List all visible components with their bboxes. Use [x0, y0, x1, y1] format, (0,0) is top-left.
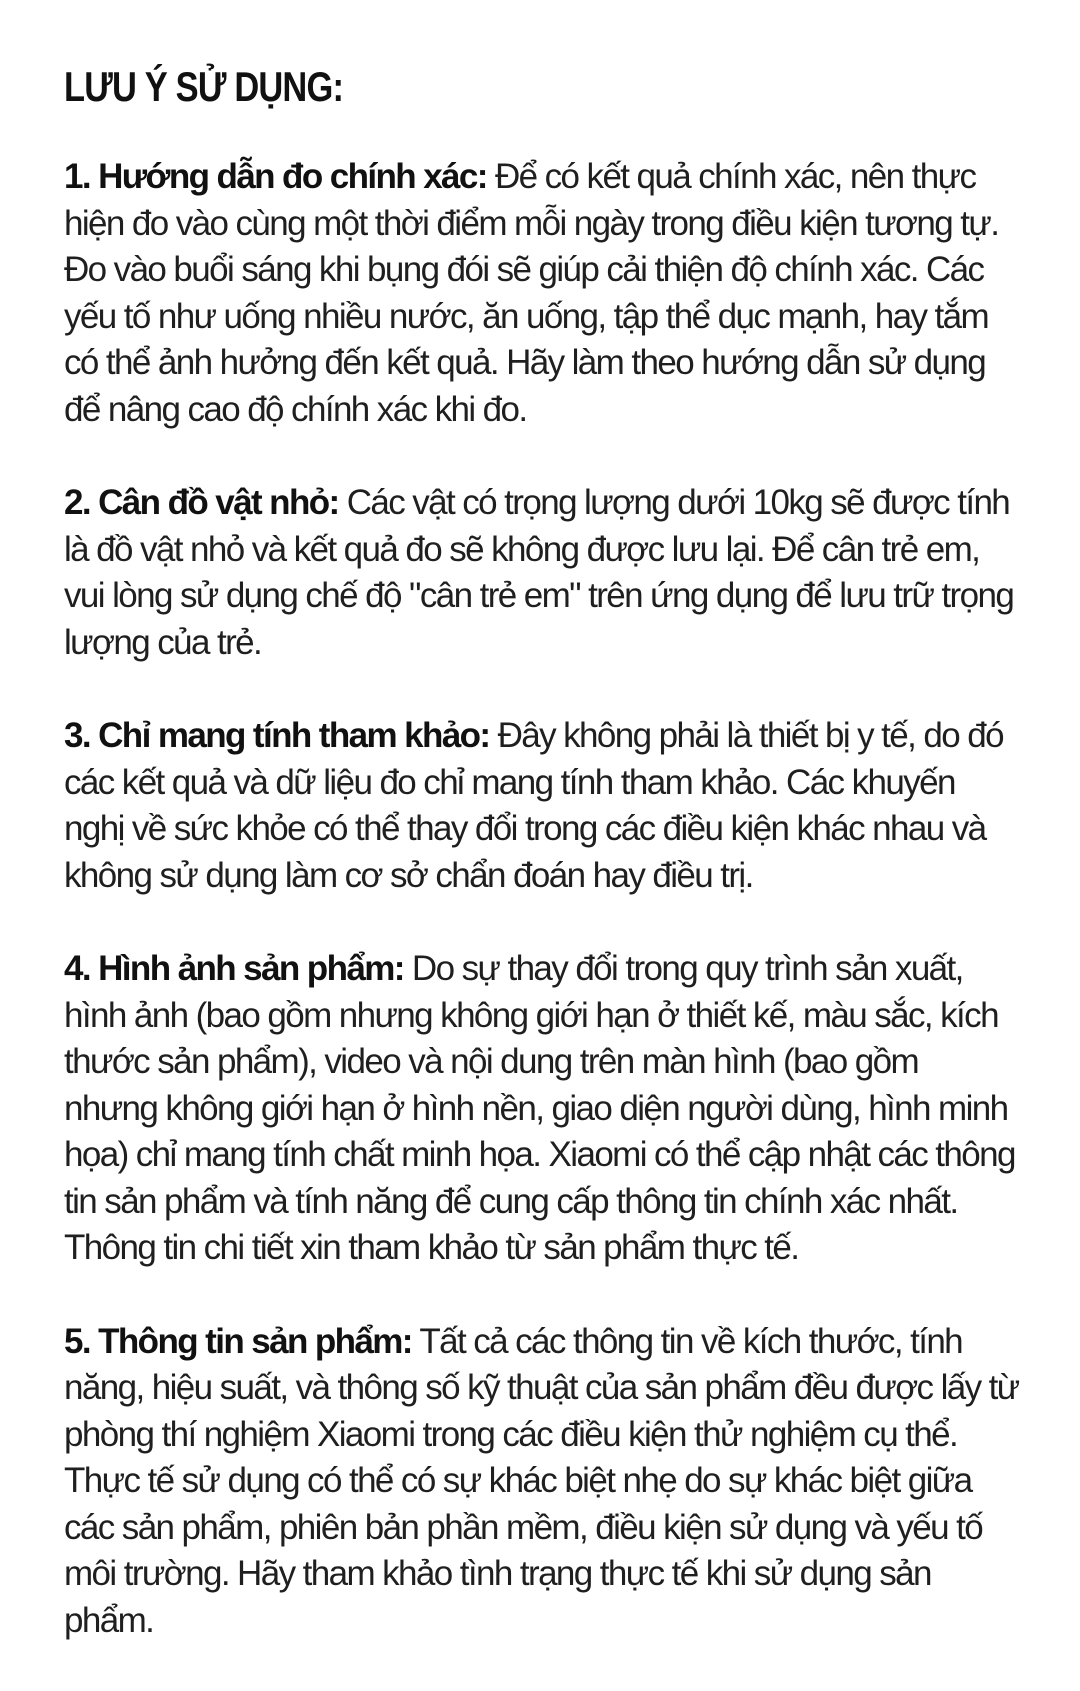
note-heading: Thông tin sản phẩm:: [98, 1321, 412, 1361]
note-number: 3.: [64, 716, 90, 755]
note-heading: Hình ảnh sản phẩm:: [98, 949, 404, 988]
document-page: [64, 58, 1019, 1691]
note-section-1: [64, 154, 1019, 433]
note-heading: Chỉ mang tính tham khảo:: [98, 716, 490, 755]
note-number: 5.: [64, 1321, 90, 1361]
note-body: Đây không phải là thiết bị y tế, do đó các kết quả và dữ liệu đo chỉ mang tính tham khảo. Các khuyến nghị về sức khỏe có thể thay đổi trong các điều kiện khác nhau và không sử dụng làm cơ sở chẩn đoán hay điều trị.: [64, 716, 1003, 895]
note-section-5: [64, 1319, 1019, 1645]
note-body: Do sự thay đổi trong quy trình sản xuất, hình ảnh (bao gồm nhưng không giới hạn ở thiết kế, màu sắc, kích thước sản phẩm), video và nội dung trên màn hình (bao gồm nhưng không giới hạn ở hình nền, giao diện người dùng, hình minh họa) chỉ mang tính chất minh họa. Xiaomi có thể cập nhật các thông tin sản phẩm và tính năng để cung cấp thông tin chính xác nhất. Thông tin chi tiết xin tham khảo từ sản phẩm thực tế.: [64, 949, 1015, 1267]
note-body: Các vật có trọng lượng dưới 10kg sẽ được tính là đồ vật nhỏ và kết quả đo sẽ không được lưu lại. Để cân trẻ em, vui lòng sử dụng chế độ "cân trẻ em" trên ứng dụng để lưu trữ trọng lượng của trẻ.: [64, 483, 1014, 662]
note-number: 4.: [64, 949, 90, 988]
note-section-4: [64, 946, 1019, 1272]
note-section-2: [64, 480, 1019, 666]
note-number: 2.: [64, 483, 90, 522]
note-section-3: [64, 713, 1019, 899]
note-body: Để có kết quả chính xác, nên thực hiện đo vào cùng một thời điểm mỗi ngày trong điều kiện tương tự. Đo vào buổi sáng khi bụng đói sẽ giúp cải thiện độ chính xác. Các yếu tố như uống nhiều nước, ăn uống, tập thể dục mạnh, hay tắm có thể ảnh hưởng đến kết quả. Hãy làm theo hướng dẫn sử dụng để nâng cao độ chính xác khi đo.: [64, 157, 999, 429]
note-body: Tất cả các thông tin về kích thước, tính năng, hiệu suất, và thông số kỹ thuật của sản phẩm đều được lấy từ phòng thí nghiệm Xiaomi trong các điều kiện thử nghiệm cụ thể. Thực tế sử dụng có thể có sự khác biệt nhẹ do sự khác biệt giữa các sản phẩm, phiên bản phần mềm, điều kiện sử dụng và yếu tố môi trường. Hãy tham khảo tình trạng thực tế khi sử dụng sản phẩm.: [64, 1321, 1019, 1640]
note-number: 1.: [64, 157, 90, 196]
page-title: LƯU Ý SỬ DỤNG:: [64, 63, 344, 110]
note-heading: Hướng dẫn đo chính xác:: [98, 157, 487, 196]
note-heading: Cân đồ vật nhỏ:: [98, 483, 339, 522]
